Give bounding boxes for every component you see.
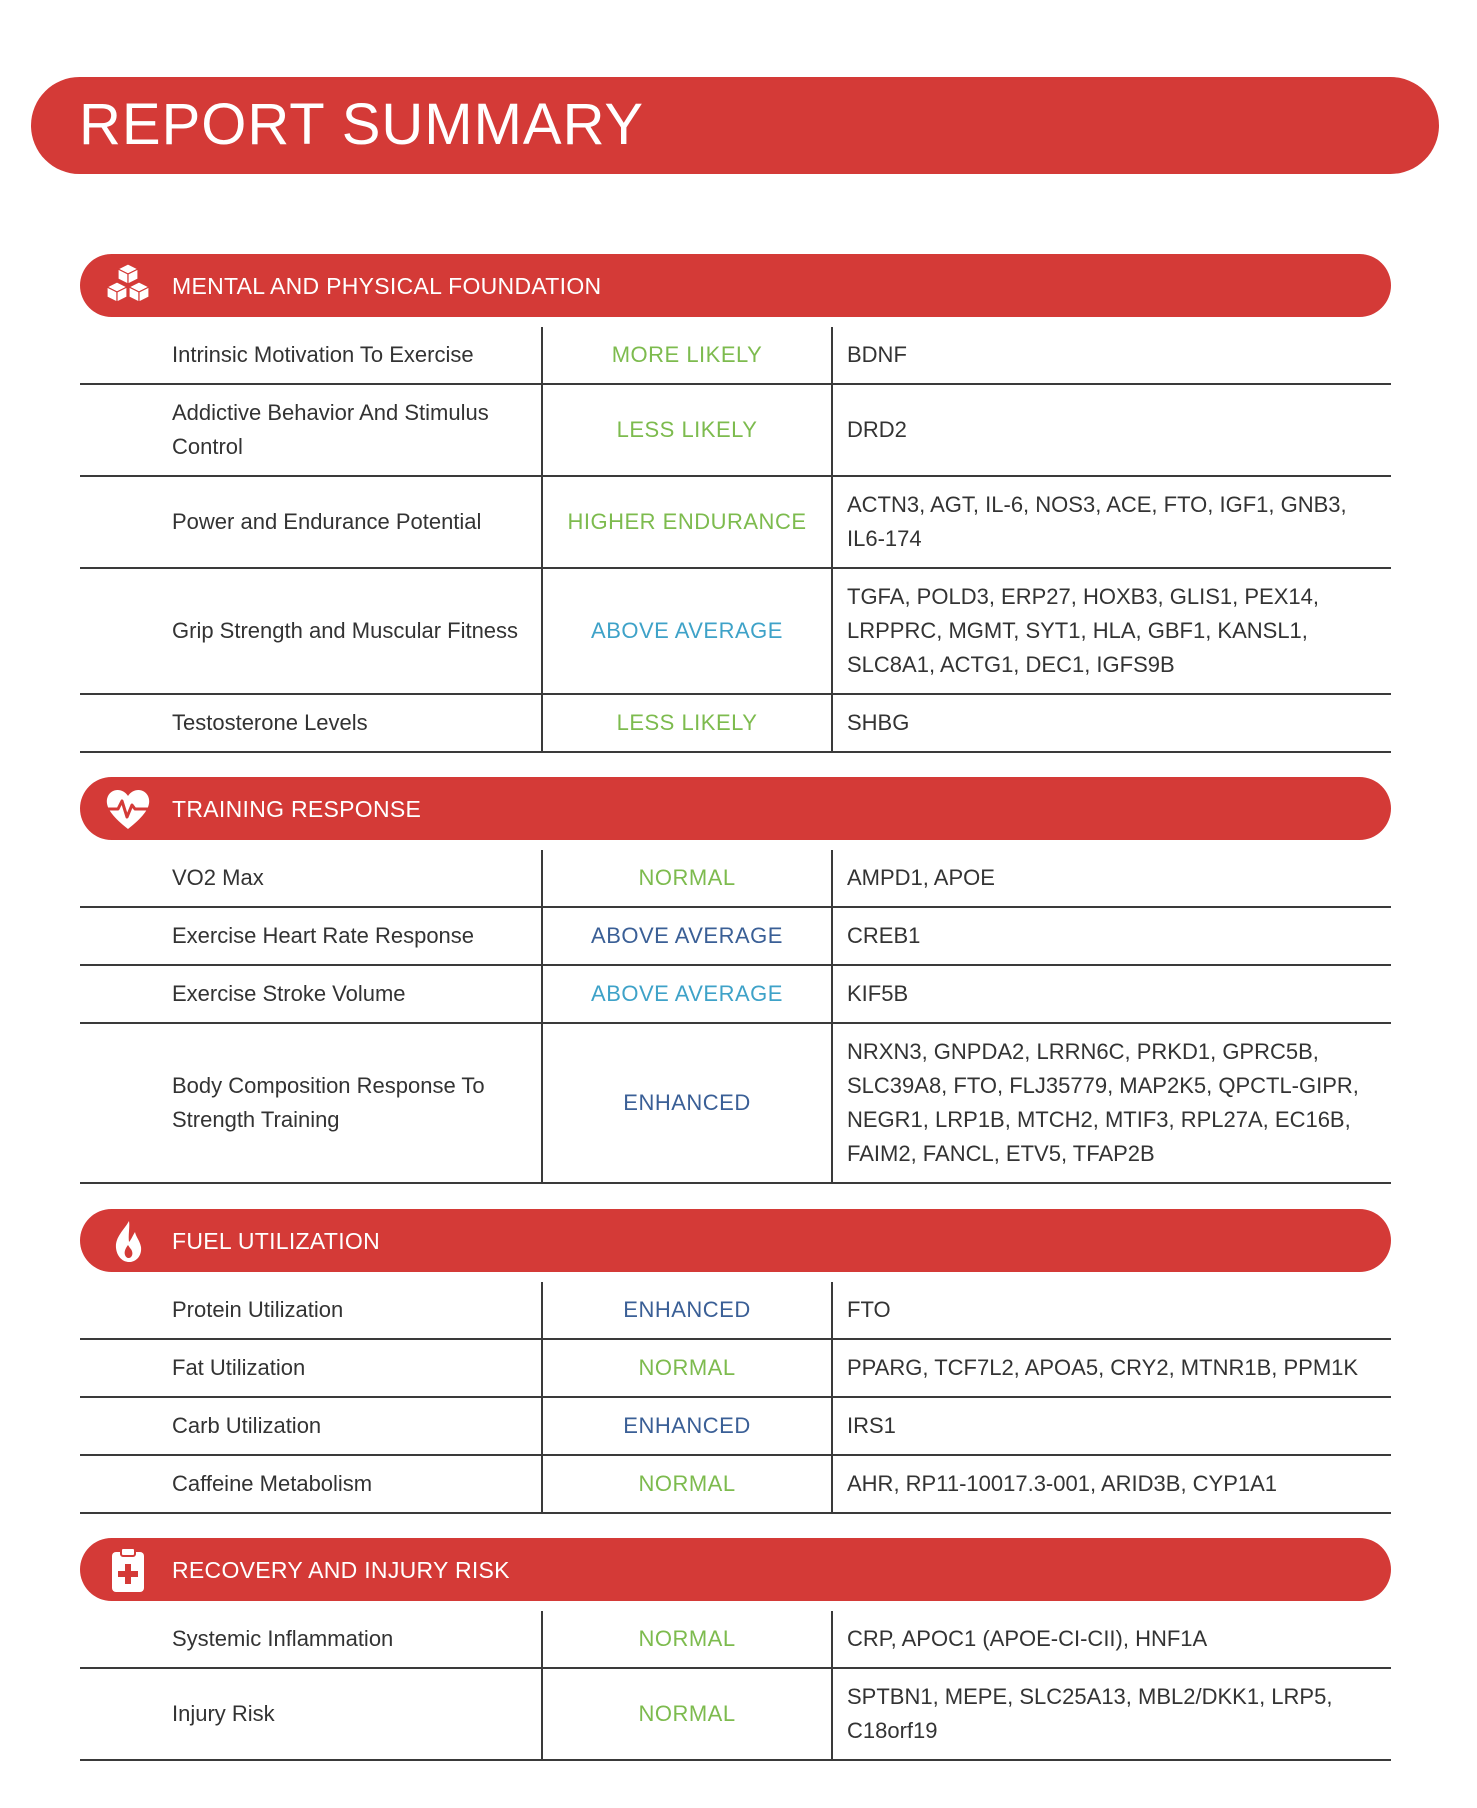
trait-label: VO2 Max	[172, 865, 264, 890]
result-badge: NORMAL	[541, 1669, 833, 1759]
heartbeat-icon	[102, 783, 154, 835]
result-badge: ENHANCED	[541, 1398, 833, 1454]
trait-label: Addictive Behavior And Stimulus Control	[172, 400, 489, 459]
table-row	[80, 695, 1391, 753]
gene-list: PPARG, TCF7L2, APOA5, CRY2, MTNR1B, PPM1K	[847, 1355, 1359, 1380]
gene-list: NRXN3, GNPDA2, LRRN6C, PRKD1, GPRC5B, SLC39A8, FTO, FLJ35779, MAP2K5, QPCTL-GIPR, NEGR1, LRP1B, MTCH2, MTIF3, RPL27A, EC16B, FAIM2, FANCL, ETV5, TFAP2B	[847, 1039, 1359, 1166]
trait-label: Exercise Stroke Volume	[172, 981, 406, 1006]
result-badge: NORMAL	[541, 1456, 833, 1512]
gene-list: ACTN3, AGT, IL-6, NOS3, ACE, FTO, IGF1, GNB3, IL6-174	[847, 492, 1347, 551]
trait-label: Protein Utilization	[172, 1297, 344, 1322]
trait-label: Body Composition Response To Strength Training	[172, 1073, 485, 1132]
gene-list: TGFA, POLD3, ERP27, HOXB3, GLIS1, PEX14, LRPPRC, MGMT, SYT1, HLA, GBF1, KANSL1, SLC8A1, ACTG1, DEC1, IGFS9B	[847, 584, 1319, 677]
section-header-fuel-utilization	[80, 1209, 1391, 1272]
result-badge: ENHANCED	[541, 1024, 833, 1182]
table-row	[80, 569, 1391, 695]
result-badge: NORMAL	[541, 1611, 833, 1667]
trait-label: Intrinsic Motivation To Exercise	[172, 342, 474, 367]
section-title: RECOVERY AND INJURY RISK	[172, 1557, 510, 1583]
gene-list: BDNF	[847, 342, 907, 367]
table-row	[80, 477, 1391, 569]
gene-list: CREB1	[847, 923, 921, 948]
trait-label: Grip Strength and Muscular Fitness	[172, 618, 519, 643]
trait-label: Injury Risk	[172, 1701, 275, 1726]
flame-icon	[102, 1215, 154, 1267]
table-row	[80, 1024, 1391, 1184]
table-row	[80, 850, 1391, 908]
gene-list: AMPD1, APOE	[847, 865, 995, 890]
trait-label: Exercise Heart Rate Response	[172, 923, 475, 948]
gene-list: SPTBN1, MEPE, SLC25A13, MBL2/DKK1, LRP5, C18orf19	[847, 1684, 1333, 1743]
section-header-training-response	[80, 777, 1391, 840]
trait-label: Fat Utilization	[172, 1355, 306, 1380]
gene-list: DRD2	[847, 417, 907, 442]
result-badge: ENHANCED	[541, 1282, 833, 1338]
section-title: TRAINING RESPONSE	[172, 796, 422, 822]
report-title-bar	[31, 77, 1439, 174]
report-title: REPORT SUMMARY	[79, 92, 645, 157]
result-badge: LESS LIKELY	[541, 385, 833, 475]
table-row	[80, 1611, 1391, 1669]
table-row	[80, 1669, 1391, 1761]
result-badge: ABOVE AVERAGE	[541, 966, 833, 1022]
gene-list: IRS1	[847, 1413, 896, 1438]
table-row	[80, 908, 1391, 966]
gene-list: CRP, APOC1 (APOE-CI-CII), HNF1A	[847, 1626, 1208, 1651]
table-row	[80, 1398, 1391, 1456]
result-badge: MORE LIKELY	[541, 327, 833, 383]
gene-list: KIF5B	[847, 981, 909, 1006]
gene-list: FTO	[847, 1297, 891, 1322]
table-row	[80, 385, 1391, 477]
result-badge: ABOVE AVERAGE	[541, 908, 833, 964]
result-badge: LESS LIKELY	[541, 695, 833, 751]
gene-list: AHR, RP11-10017.3-001, ARID3B, CYP1A1	[847, 1471, 1278, 1496]
result-badge: NORMAL	[541, 850, 833, 906]
section-header-recovery-injury	[80, 1538, 1391, 1601]
result-badge: NORMAL	[541, 1340, 833, 1396]
table-row	[80, 1282, 1391, 1340]
trait-label: Testosterone Levels	[172, 710, 368, 735]
table-row	[80, 1456, 1391, 1514]
trait-label: Power and Endurance Potential	[172, 509, 482, 534]
trait-label: Systemic Inflammation	[172, 1626, 394, 1651]
table-row	[80, 1340, 1391, 1398]
result-badge: HIGHER ENDURANCE	[541, 477, 833, 567]
trait-label: Carb Utilization	[172, 1413, 322, 1438]
medical-clipboard-icon	[102, 1544, 154, 1596]
trait-label: Caffeine Metabolism	[172, 1471, 373, 1496]
section-title: MENTAL AND PHYSICAL FOUNDATION	[172, 273, 602, 299]
result-badge: ABOVE AVERAGE	[541, 569, 833, 693]
section-header-mental-physical	[80, 254, 1391, 317]
cubes-icon	[102, 260, 154, 312]
gene-list: SHBG	[847, 710, 910, 735]
table-row	[80, 327, 1391, 385]
section-title: FUEL UTILIZATION	[172, 1228, 380, 1254]
table-row	[80, 966, 1391, 1024]
